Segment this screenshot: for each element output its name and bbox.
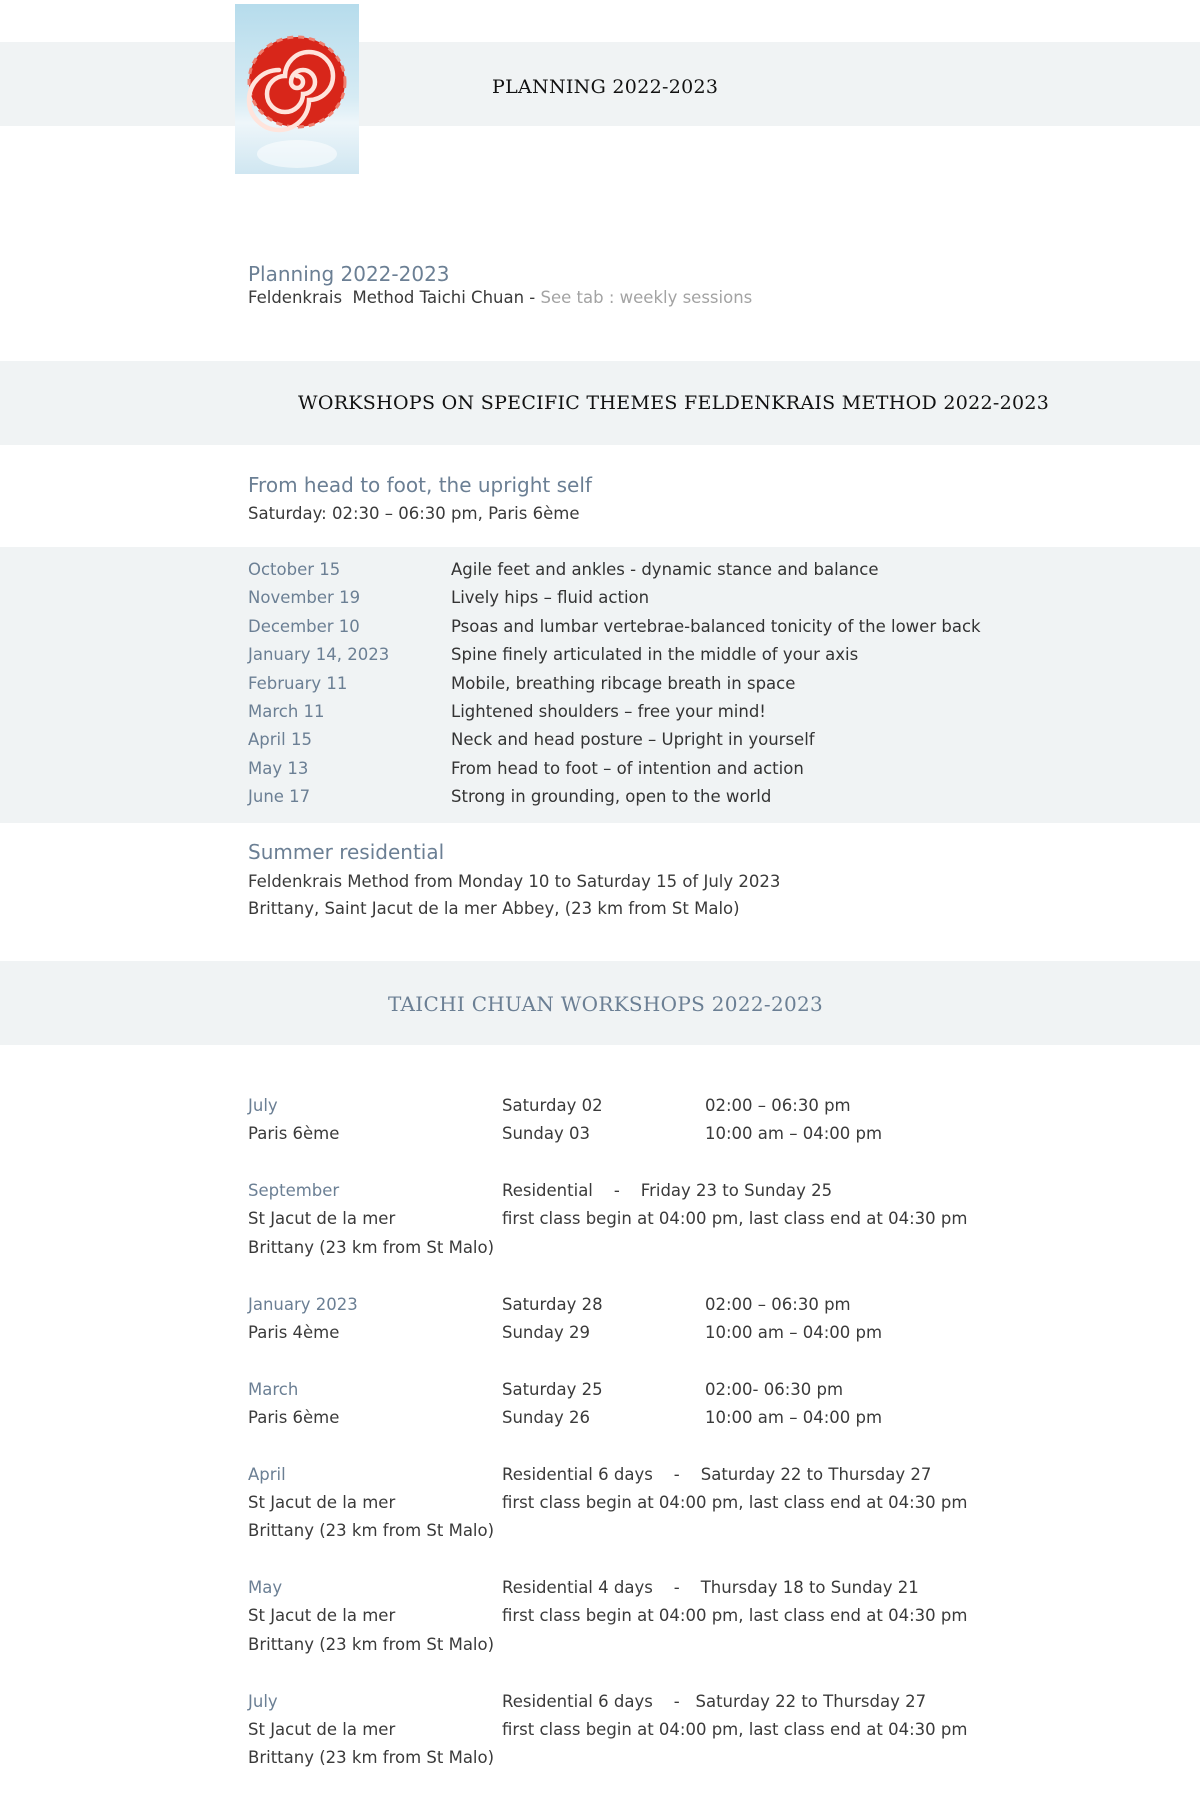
- feldenkrais-schedule: Saturday: 02:30 – 06:30 pm, Paris 6ème: [248, 504, 580, 523]
- taichi-day: Residential 6 days - Saturday 22 to Thursday 27: [502, 1691, 927, 1711]
- weekly-sessions-link[interactable]: See tab : weekly sessions: [540, 288, 753, 307]
- taichi-day: Sunday 26: [502, 1407, 590, 1427]
- session-theme: Strong in grounding, open to the world: [451, 787, 772, 807]
- taichi-day: Saturday 25: [502, 1379, 603, 1399]
- taichi-location: St Jacut de la mer: [248, 1606, 396, 1626]
- taichi-month: January 2023: [248, 1294, 358, 1314]
- session-row: [248, 617, 1028, 645]
- taichi-day: Sunday 03: [502, 1124, 590, 1144]
- taichi-location: Paris 4ème: [248, 1322, 340, 1342]
- session-row: [248, 588, 1028, 616]
- session-row: [248, 702, 1028, 730]
- taichi-location: St Jacut de la mer: [248, 1209, 396, 1229]
- taichi-location: Brittany (23 km from St Malo): [248, 1237, 495, 1257]
- taichi-day: Residential 4 days - Thursday 18 to Sunday 21: [502, 1578, 919, 1598]
- page-title: PLANNING 2022-2023: [492, 76, 719, 98]
- taichi-time: 02:00 – 06:30 pm: [705, 1096, 851, 1115]
- taichi-month: September: [248, 1181, 340, 1201]
- session-row: [248, 787, 1028, 815]
- summer-line2: Brittany, Saint Jacut de la mer Abbey, (23 km from St Malo): [248, 899, 740, 918]
- session-date: November 19: [248, 588, 361, 608]
- intro-text-label: Feldenkrais Method Taichi Chuan -: [248, 288, 541, 307]
- session-date: March 11: [248, 702, 325, 721]
- taichi-day: Sunday 29: [502, 1322, 590, 1342]
- session-theme: Neck and head posture – Upright in yourself: [451, 730, 815, 750]
- session-theme: Psoas and lumbar vertebrae-balanced tonicity of the lower back: [451, 616, 981, 636]
- taichi-time: 02:00- 06:30 pm: [705, 1379, 844, 1399]
- session-theme: Lively hips – fluid action: [451, 588, 650, 608]
- taichi-time: 10:00 am – 04:00 pm: [705, 1407, 883, 1427]
- taichi-day: first class begin at 04:00 pm, last class end at 04:30 pm: [502, 1719, 968, 1739]
- session-theme: Mobile, breathing ribcage breath in space: [451, 673, 796, 693]
- taichi-month: May: [248, 1578, 283, 1598]
- feldenkrais-heading: From head to foot, the upright self: [248, 473, 592, 497]
- taichi-day: Saturday 02: [502, 1096, 603, 1115]
- session-date: February 11: [248, 673, 348, 693]
- taichi-time: 02:00 – 06:30 pm: [705, 1294, 851, 1314]
- taichi-month: July: [248, 1096, 278, 1115]
- red-spiral-logo-icon[interactable]: [235, 4, 359, 174]
- summer-line1: Feldenkrais Method from Monday 10 to Saturday 15 of July 2023: [248, 872, 781, 891]
- session-date: January 14, 2023: [248, 645, 390, 665]
- taichi-location: St Jacut de la mer: [248, 1493, 396, 1512]
- taichi-section-title: TAICHI CHUAN WORKSHOPS 2022-2023: [388, 992, 824, 1016]
- session-date: October 15: [248, 560, 341, 579]
- taichi-month: March: [248, 1379, 299, 1399]
- session-row: [248, 674, 1028, 702]
- session-row: [248, 730, 1028, 758]
- taichi-time: 10:00 am – 04:00 pm: [705, 1124, 883, 1144]
- intro-heading: Planning 2022-2023: [248, 262, 450, 286]
- taichi-location: St Jacut de la mer: [248, 1719, 396, 1739]
- taichi-month: July: [248, 1691, 278, 1711]
- taichi-time: 10:00 am – 04:00 pm: [705, 1322, 883, 1342]
- session-row: [248, 560, 1028, 588]
- taichi-day: Saturday 28: [502, 1294, 603, 1314]
- taichi-day: Residential 6 days - Saturday 22 to Thursday 27: [502, 1464, 932, 1484]
- session-date: May 13: [248, 758, 309, 778]
- session-row: [248, 759, 1028, 787]
- taichi-location: Brittany (23 km from St Malo): [248, 1634, 495, 1654]
- session-theme: Lightened shoulders – free your mind!: [451, 702, 766, 721]
- taichi-month: April: [248, 1464, 286, 1484]
- session-date: April 15: [248, 730, 312, 750]
- session-theme: Spine finely articulated in the middle of your axis: [451, 645, 859, 665]
- taichi-day: first class begin at 04:00 pm, last class end at 04:30 pm: [502, 1209, 968, 1229]
- session-date: December 10: [248, 616, 360, 636]
- taichi-location: Brittany (23 km from St Malo): [248, 1521, 495, 1541]
- session-date: June 17: [248, 787, 311, 807]
- session-theme: Agile feet and ankles - dynamic stance and balance: [451, 560, 879, 579]
- taichi-location: Brittany (23 km from St Malo): [248, 1748, 495, 1768]
- session-row: [248, 645, 1028, 673]
- intro-text: [248, 288, 752, 307]
- feldenkrais-section-title: WORKSHOPS ON SPECIFIC THEMES FELDENKRAIS METHOD 2022-2023: [298, 392, 1050, 414]
- taichi-day: first class begin at 04:00 pm, last class end at 04:30 pm: [502, 1493, 968, 1512]
- taichi-location: Paris 6ème: [248, 1124, 340, 1144]
- taichi-day: first class begin at 04:00 pm, last class end at 04:30 pm: [502, 1606, 968, 1626]
- taichi-day: Residential - Friday 23 to Sunday 25: [502, 1181, 833, 1201]
- session-theme: From head to foot – of intention and action: [451, 758, 804, 778]
- summer-heading: Summer residential: [248, 840, 445, 864]
- taichi-location: Paris 6ème: [248, 1407, 340, 1427]
